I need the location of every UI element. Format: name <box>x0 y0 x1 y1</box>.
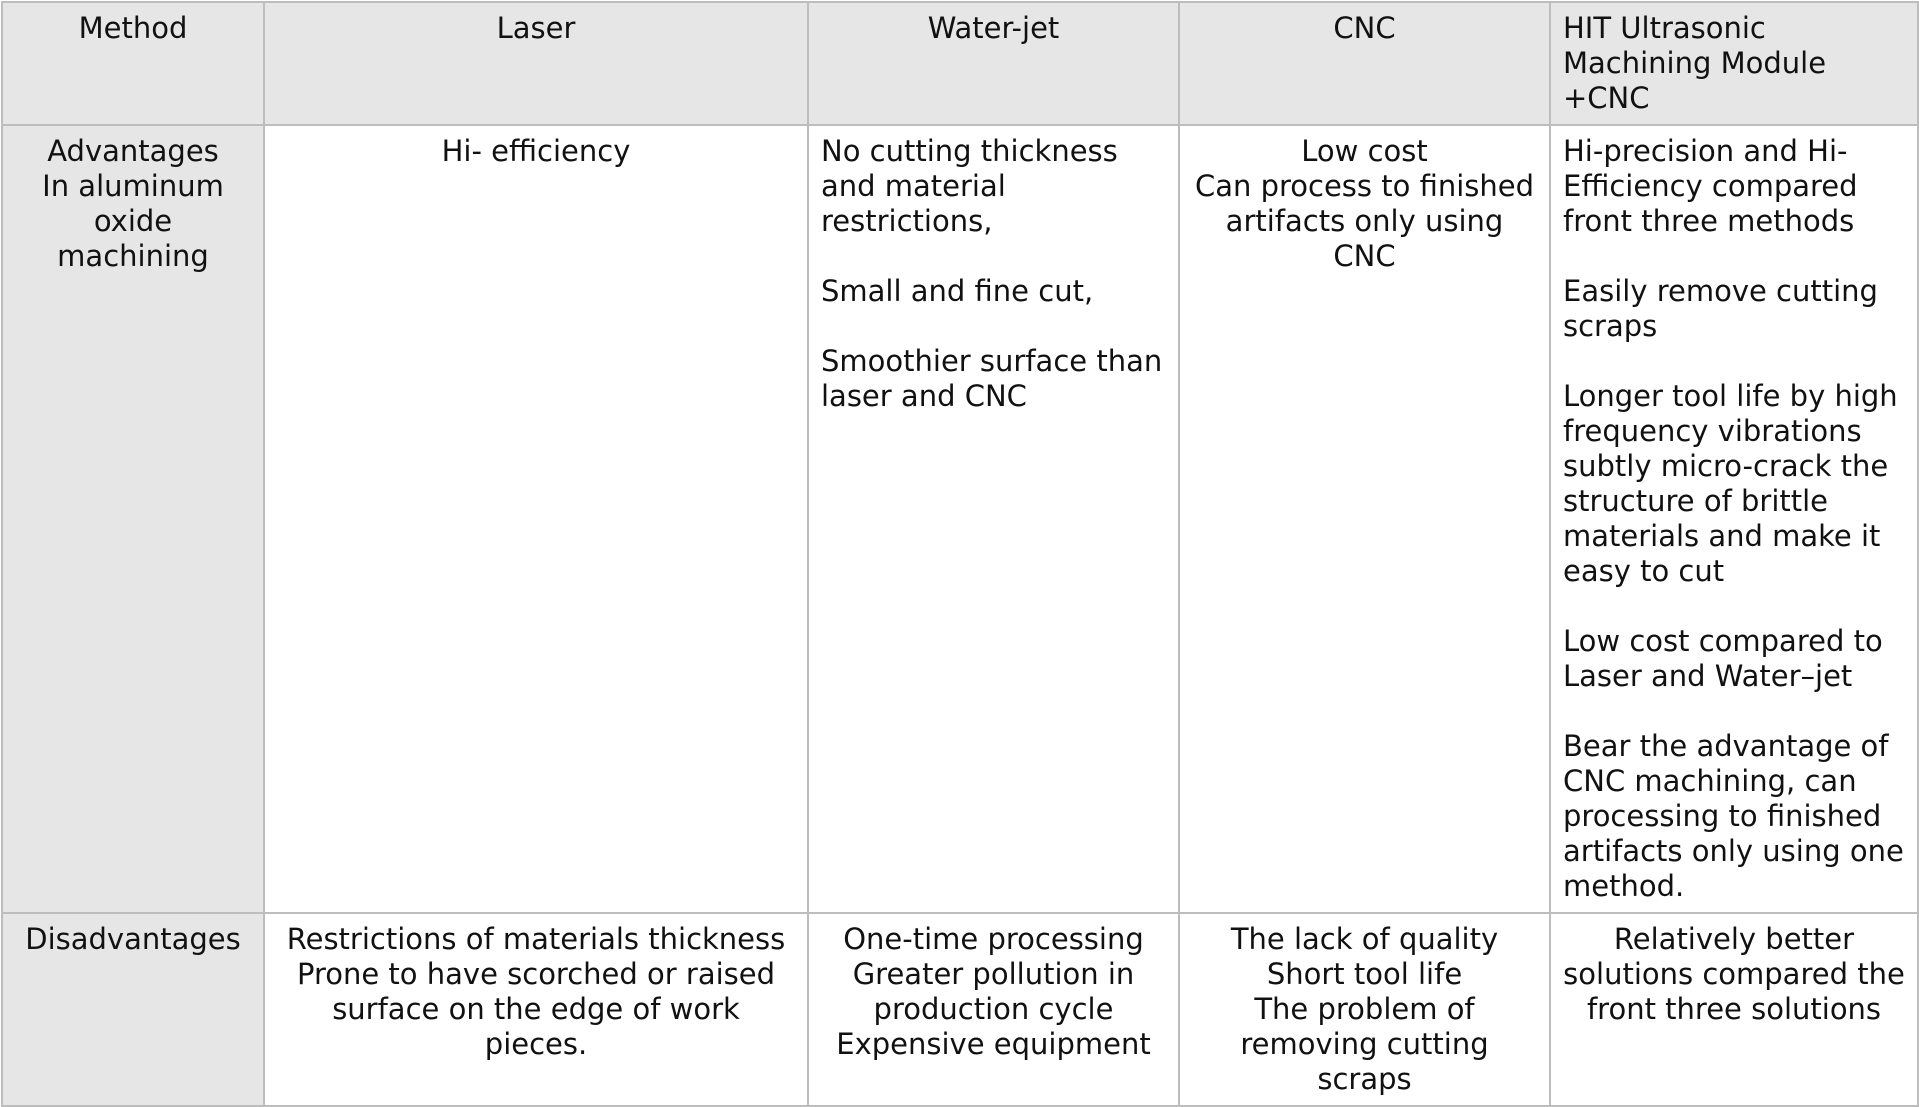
cell-line: Greater pollution in <box>852 957 1135 991</box>
advantages-row <box>2 125 1918 913</box>
cell-line: Restrictions of materials thickness <box>286 922 786 956</box>
disadvantages-hit-cell <box>1550 913 1918 1106</box>
advantages-cnc-cell <box>1179 125 1550 913</box>
cell-paragraph: No cutting thickness and material restrictions, <box>821 134 1118 238</box>
cell-line: Short tool life <box>1266 957 1463 991</box>
cell-line: One-time processing <box>843 922 1144 956</box>
cell-line: Prone to have scorched or raised <box>296 957 776 991</box>
disadvantages-label-cell <box>2 913 264 1106</box>
disadvantages-cnc-cell <box>1179 913 1550 1106</box>
header-cnc: CNC <box>1179 2 1550 125</box>
advantages-hit-cell <box>1550 125 1918 913</box>
cell-line: solutions compared the <box>1563 957 1905 991</box>
row-label-line: Advantages <box>47 134 219 168</box>
cell-paragraph: Small and fine cut, <box>821 274 1094 308</box>
header-method: Method <box>2 2 264 125</box>
cell-line: The problem of <box>1254 992 1475 1026</box>
row-label-line: In aluminum <box>42 169 224 203</box>
cell-line: Can process to finished <box>1194 169 1535 203</box>
cell-line: The lack of quality <box>1230 922 1499 956</box>
cell-line: Expensive equipment <box>836 1027 1151 1061</box>
disadvantages-laser-cell <box>264 913 808 1106</box>
advantages-water-jet-cell <box>808 125 1179 913</box>
cell-paragraph: Smoothier surface than laser and CNC <box>821 344 1163 413</box>
cell-paragraph: Hi-precision and Hi-Efficiency compared front three methods <box>1563 134 1858 238</box>
cell-paragraph: Easily remove cutting scraps <box>1563 274 1878 343</box>
cell-paragraph: Longer tool life by high frequency vibrations subtly micro-crack the structure of brittle materials and make it easy to cut <box>1563 379 1898 588</box>
cell-line: Relatively better <box>1613 922 1855 956</box>
header-laser: Laser <box>264 2 808 125</box>
row-label-line: oxide machining <box>57 204 209 273</box>
header-hit-ultrasonic-cnc: HIT Ultrasonic Machining Module +CNC <box>1550 2 1918 125</box>
cell-line: Hi- efficiency <box>441 134 631 168</box>
disadvantages-water-jet-cell <box>808 913 1179 1106</box>
cell-line: production cycle <box>873 992 1114 1026</box>
cell-line: removing cutting scraps <box>1240 1027 1489 1096</box>
disadvantages-row <box>2 913 1918 1106</box>
header-water-jet: Water-jet <box>808 2 1179 125</box>
cell-line: surface on the edge of work pieces. <box>332 992 740 1061</box>
cell-paragraph: Bear the advantage of CNC machining, can processing to finished artifacts only using one method. <box>1563 729 1904 903</box>
cell-line: Low cost <box>1301 134 1428 168</box>
cell-line: front three solutions <box>1586 992 1882 1026</box>
cell-paragraph: Low cost compared to Laser and Water–jet <box>1563 624 1883 693</box>
header-row <box>2 2 1918 125</box>
row-label-line: Disadvantages <box>25 922 241 956</box>
advantages-laser-cell <box>264 125 808 913</box>
advantages-label-cell <box>2 125 264 913</box>
cell-line: artifacts only using CNC <box>1225 204 1504 273</box>
comparison-table <box>1 1 1919 1107</box>
